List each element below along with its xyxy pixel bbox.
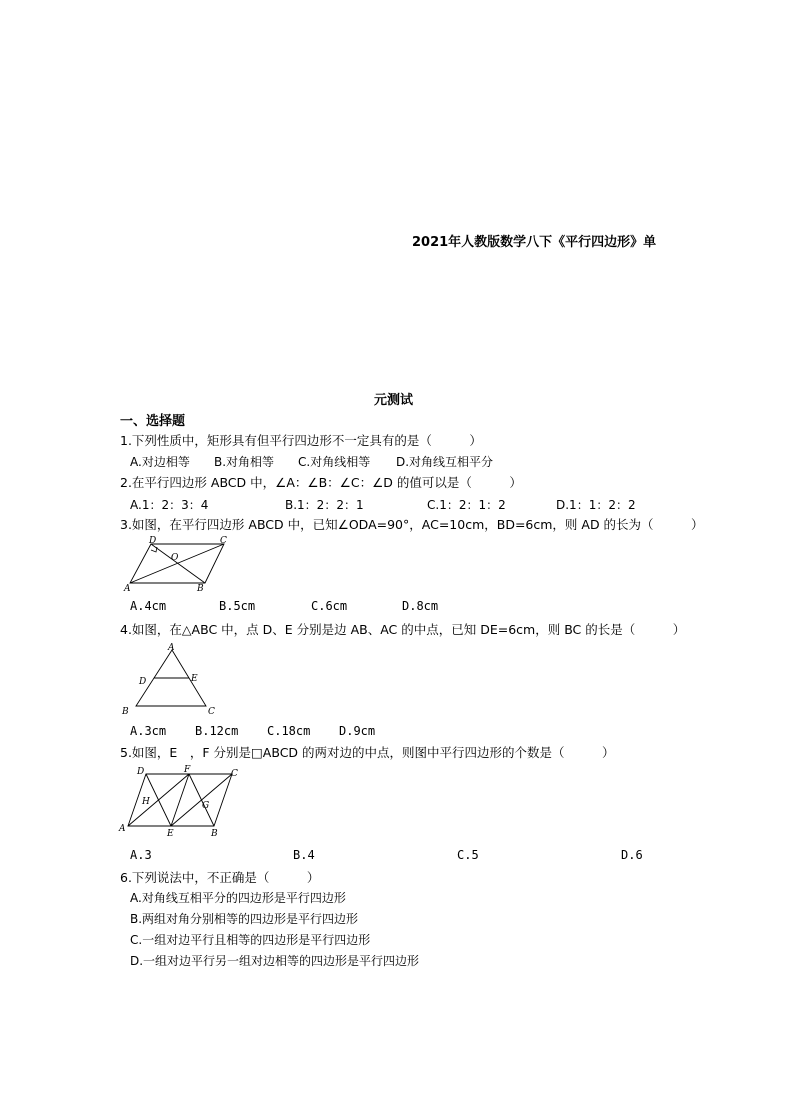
q3-label-c: C bbox=[220, 536, 227, 546]
question-2-stem: 2.在平行四边形 ABCD 中，∠A：∠B：∠C：∠D 的值可以是（ ） bbox=[120, 475, 522, 490]
q4-option-a: A.3cm bbox=[130, 724, 167, 738]
q3-diagonal-ac bbox=[130, 544, 224, 583]
document-title-line2: 元测试 bbox=[374, 393, 414, 408]
question-4-stem: 4.如图，在△ABC 中，点 D、E 分别是边 AB、AC 的中点，已知 DE=6cm，则 BC 的长是（ ） bbox=[120, 622, 686, 637]
q3-option-a: A.4cm bbox=[130, 599, 167, 613]
q6-option-a: A.对角线互相平分的四边形是平行四边形 bbox=[130, 891, 346, 905]
section-heading: 一、选择题 bbox=[120, 414, 186, 429]
q5-label-b: B bbox=[211, 829, 218, 839]
q5-option-b: B.4 bbox=[293, 848, 315, 862]
q5-label-h: H bbox=[142, 797, 150, 807]
q6-option-b: B.两组对角分别相等的四边形是平行四边形 bbox=[130, 912, 359, 926]
q5-option-c: C.5 bbox=[457, 848, 479, 862]
q5-segment-fb bbox=[189, 774, 214, 826]
q3-option-d: D.8cm bbox=[402, 599, 439, 613]
q1-option-a: A.对边相等 bbox=[130, 455, 190, 469]
q3-label-o: O bbox=[171, 553, 179, 563]
q4-label-b: B bbox=[122, 707, 129, 717]
document-title-line1: 2021年人教版数学八下《平行四边形》单 bbox=[412, 235, 657, 250]
q4-label-e: E bbox=[191, 674, 198, 684]
q5-label-a: A bbox=[119, 824, 126, 834]
q2-option-b: B.1：2：2：1 bbox=[285, 498, 364, 512]
q5-label-f: F bbox=[184, 765, 191, 775]
q1-option-b: B.对角相等 bbox=[214, 455, 275, 469]
q4-triangle-figure bbox=[118, 640, 218, 720]
q2-option-d: D.1：1：2：2 bbox=[556, 498, 636, 512]
q4-label-a: A bbox=[168, 643, 175, 653]
q2-option-c: C.1：2：1：2 bbox=[427, 498, 506, 512]
q1-option-d: D.对角线互相平分 bbox=[396, 455, 494, 469]
question-5-stem: 5.如图，E ，F 分别是□ABCD 的两对边的中点，则图中平行四边形的个数是（ ） bbox=[120, 745, 615, 760]
q4-option-d: D.9cm bbox=[339, 724, 376, 738]
q3-label-d: D bbox=[149, 536, 157, 546]
q4-option-b: B.12cm bbox=[195, 724, 239, 738]
q4-label-c: C bbox=[208, 707, 215, 717]
q5-option-d: D.6 bbox=[621, 848, 643, 862]
q3-option-b: B.5cm bbox=[219, 599, 256, 613]
q1-option-c: C.对角线相等 bbox=[298, 455, 371, 469]
q2-option-a: A.1：2：3：4 bbox=[130, 498, 209, 512]
question-3-stem: 3.如图，在平行四边形 ABCD 中，已知∠ODA=90°，AC=10cm，BD=6cm，则 AD 的长为（ ） bbox=[120, 517, 704, 532]
q5-label-g: G bbox=[202, 801, 210, 811]
q3-label-a: A bbox=[124, 584, 131, 594]
q5-label-c: C bbox=[231, 769, 238, 779]
q4-option-c: C.18cm bbox=[267, 724, 311, 738]
q6-option-d: D.一组对边平行另一组对边相等的四边形是平行四边形 bbox=[130, 954, 420, 968]
q3-diagonal-bd bbox=[151, 544, 205, 583]
q3-parallelogram-figure bbox=[118, 533, 236, 595]
q5-label-e: E bbox=[167, 829, 174, 839]
q3-label-b: B bbox=[197, 584, 204, 594]
q4-label-d: D bbox=[139, 677, 147, 687]
question-1-stem: 1.下列性质中，矩形具有但平行四边形不一定具有的是（ ） bbox=[120, 433, 482, 448]
q6-option-c: C.一组对边平行且相等的四边形是平行四边形 bbox=[130, 933, 371, 947]
q3-option-c: C.6cm bbox=[311, 599, 348, 613]
q5-label-d: D bbox=[137, 767, 145, 777]
q5-option-a: A.3 bbox=[130, 848, 152, 862]
question-6-stem: 6.下列说法中，不正确是（ ） bbox=[120, 870, 320, 885]
q5-parallelogram-figure bbox=[116, 763, 246, 843]
